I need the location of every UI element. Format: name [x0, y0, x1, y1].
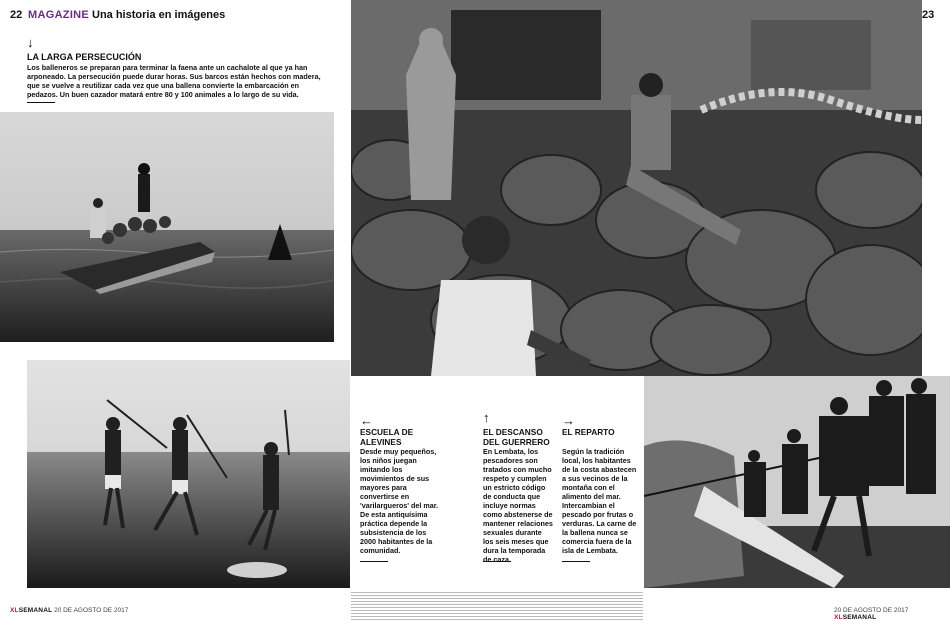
footer-left-date: 20 DE AGOSTO DE 2017	[54, 607, 129, 614]
footer-right	[834, 607, 950, 621]
children-playing-photo	[27, 360, 350, 588]
caption-alevines-body: Desde muy pequeños, los niños juegan imitando los movimientos de sus mayores para convertirse en 'varilargueros' del mar. De esta antiquísima práctica depende la subsistencia de los 2000 habitantes de la comunidad.	[360, 447, 439, 555]
footer-right-brand: SEMANAL	[842, 614, 877, 621]
decorative-stripes	[351, 592, 643, 622]
caption-descanso-body: En Lembata, los pescadores son tratados con mucho respeto y cumplen un estricto código de conducta que incluye normas como abstenerse de mantener relaciones sexuales durante los seis meses que dura la temporada de caza.	[483, 447, 553, 564]
caption-descanso-rule	[483, 561, 511, 562]
whale-hauling-photo	[644, 376, 950, 588]
caption-alevines-rule	[360, 561, 388, 562]
right-arrow-icon: →	[562, 413, 575, 428]
up-arrow-icon: ↑	[483, 410, 490, 425]
men-on-rocks-photo	[351, 0, 922, 376]
caption-reparto-rule	[562, 561, 590, 562]
footer-right-date: 20 DE AGOSTO DE 2017	[834, 607, 909, 614]
intro-title: LA LARGA PERSECUCIÓN	[27, 52, 142, 62]
caption-descanso-title: EL DESCANSO DEL GUERRERO	[483, 427, 550, 447]
right-page-number: 23	[922, 9, 935, 21]
left-arrow-icon: ←	[360, 413, 373, 428]
footer-left	[10, 607, 128, 614]
intro-rule	[27, 102, 55, 103]
footer-left-brand: SEMANAL	[18, 607, 53, 614]
caption-reparto-title: EL REPARTO	[562, 427, 615, 437]
down-arrow-icon: ↓	[27, 35, 34, 50]
left-page-number: 22	[10, 9, 23, 21]
whaling-boat-photo	[0, 112, 334, 342]
caption-alevines-title: ESCUELA DE ALEVINES	[360, 427, 414, 447]
intro-body: Los balleneros se preparan para terminar la faena ante un cachalote al que ya han arponeado. La persecución puede durar horas. Sus barcos están hechos con madera, que se vuelve a reutilizar cada vez que una ballena convierte la embarcación en pedazos. Un buen cazador matará entre 80 y 100 animales a lo largo de su vida.	[27, 63, 321, 99]
section-label: MAGAZINE	[28, 9, 90, 21]
footer-left-brand-xl: XL	[10, 607, 19, 614]
header-title: Una historia en imágenes	[92, 9, 226, 21]
caption-reparto-body: Según la tradición local, los habitantes de la costa abastecen a sus vecinos de la montaña con el alimento del mar. Intercambian el pescado por frutas o verduras. La carne de la ballena nunca se comercia fuera de la isla de Lembata.	[562, 447, 637, 555]
footer-right-brand-xl: XL	[834, 614, 843, 621]
